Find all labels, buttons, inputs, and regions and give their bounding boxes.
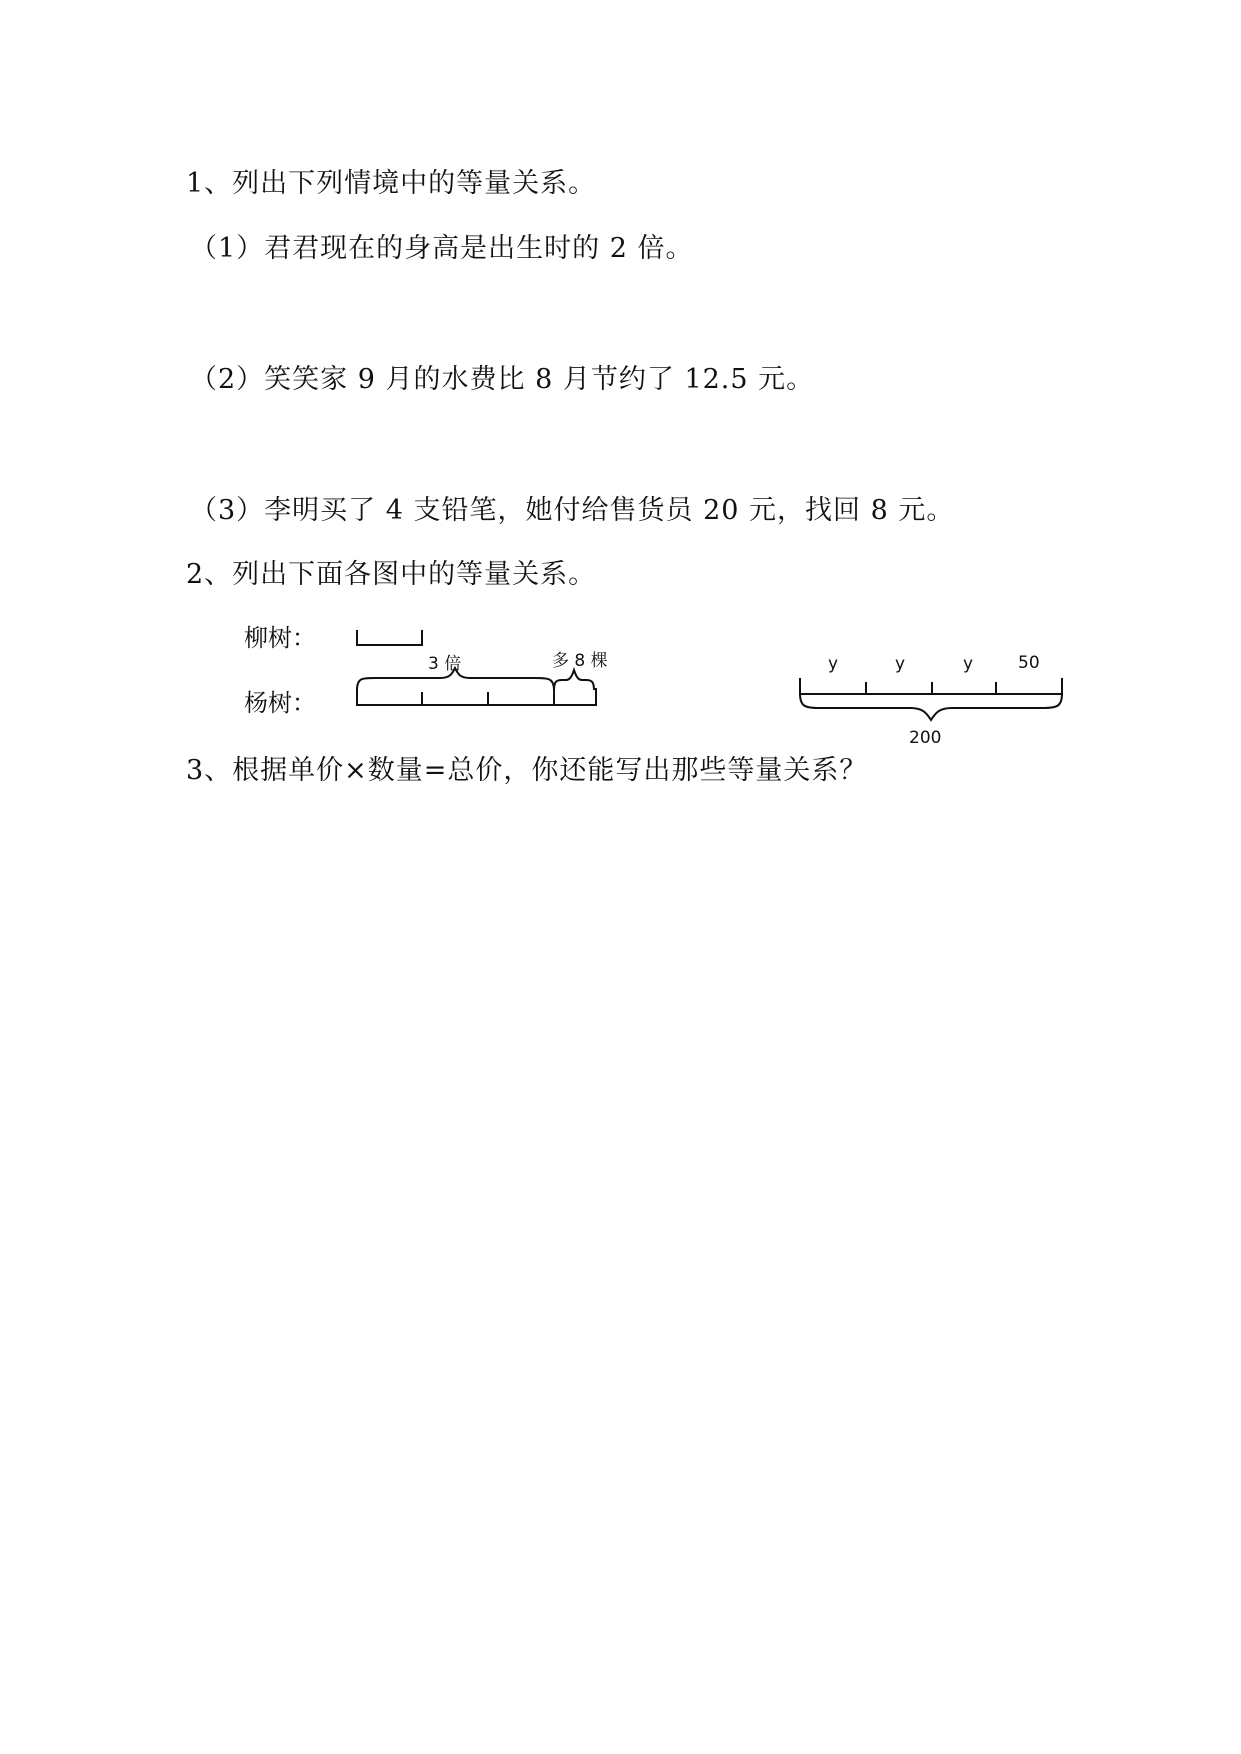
poplar-label: 杨树：	[244, 689, 316, 717]
question-1-item-2: （2）笑笑家 9 月的水费比 8 月节约了 12.5 元。	[190, 364, 815, 395]
segment-label-y-1: y	[828, 654, 839, 674]
brace-label-3x: 3 倍	[428, 654, 462, 674]
total-label-200: 200	[909, 728, 942, 748]
segment-label-y-3: y	[963, 654, 974, 674]
question-1-title: 1、列出下列情境中的等量关系。	[186, 168, 597, 199]
question-1-item-1: （1）君君现在的身高是出生时的 2 倍。	[190, 233, 694, 264]
question-2-title: 2、列出下面各图中的等量关系。	[186, 559, 597, 590]
segment-label-50: 50	[1018, 653, 1040, 673]
question-1-item-3: （3）李明买了 4 支铅笔，她付给售货员 20 元，找回 8 元。	[190, 495, 955, 526]
willow-label: 柳树：	[244, 624, 316, 652]
brace-label-extra-8: 多 8 棵	[552, 651, 608, 671]
question-3-title: 3、根据单价×数量=总价，你还能写出那些等量关系？	[186, 755, 868, 786]
segment-label-y-2: y	[895, 654, 906, 674]
sum-brace	[800, 694, 1062, 720]
